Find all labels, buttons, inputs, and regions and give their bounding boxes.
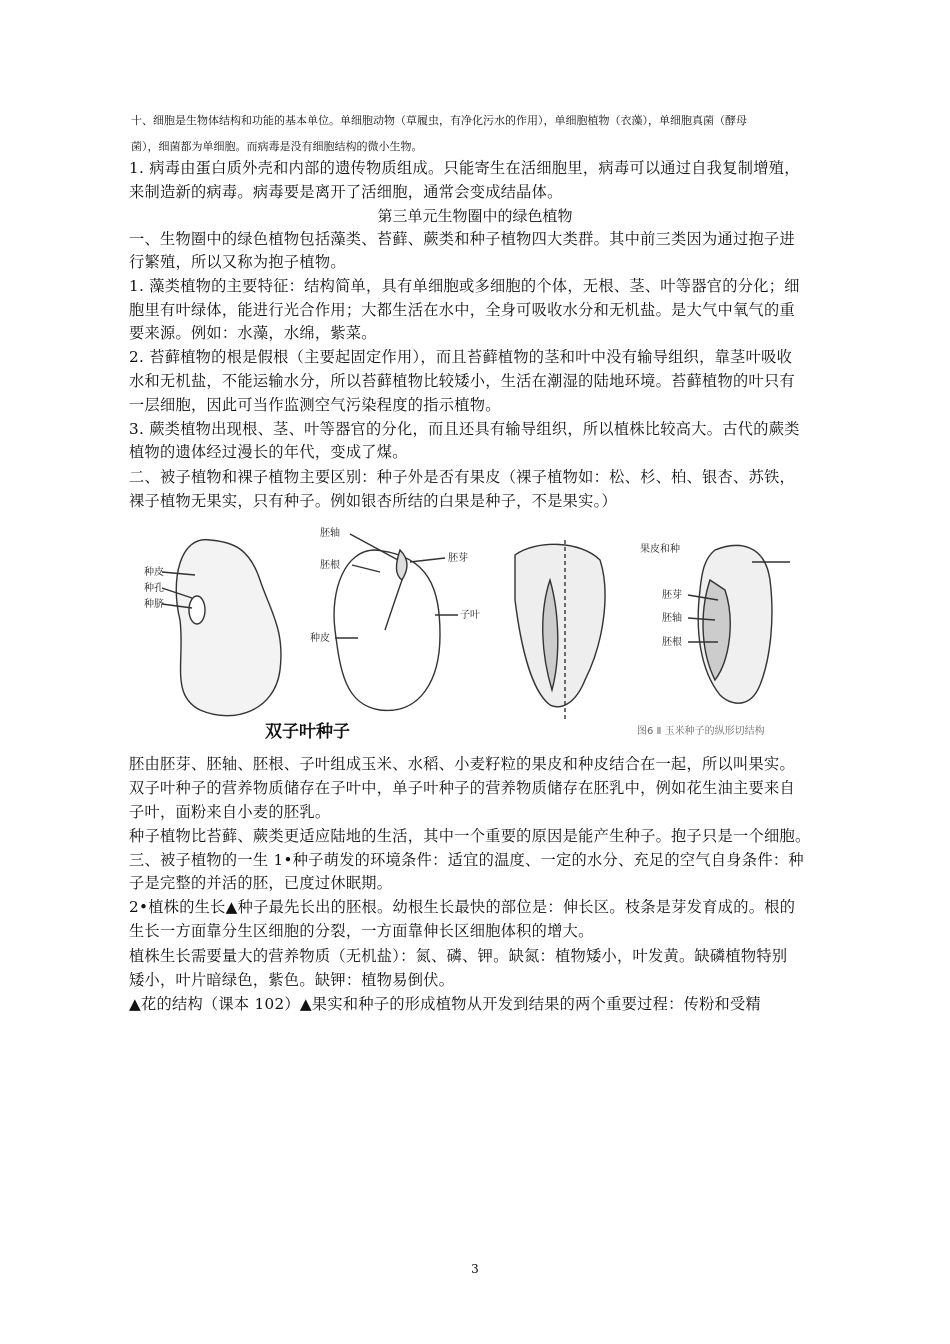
text-line: 一层细胞，因此可当作监测空气污染程度的指示植物。: [129, 396, 501, 414]
text-line: 子是完整的并活的胚，已度过休眠期。: [129, 874, 393, 892]
text-line: 种子植物比苔藓、蕨类更适应陆地的生活，其中一个重要的原因是能产生种子。抱子只是一个细胞。: [129, 827, 811, 845]
label-pericarp: 果皮和种: [640, 544, 680, 555]
text-line: 十、细胞是生物体结构和功能的基本单位。单细胞动物（草履虫，有净化污水的作用），单细胞植物（衣藻），单细胞真菌（酵母: [131, 114, 747, 127]
figure-caption-corn: 图6 Ⅱ 玉米种子的纵形切结构: [637, 726, 765, 737]
label-micropyle: 种孔: [144, 583, 164, 594]
text-line: 2•植株的生长▲种子最先长出的胚根。幼根生长最快的部位是：伸长区。枝条是芽发育成的。根的: [129, 898, 796, 916]
text-line: 三、被子植物的一生 1•种子萌发的环境条件：适宜的温度、一定的水分、充足的空气自身条件：种: [129, 851, 804, 869]
text-line: 胚由胚芽、胚轴、胚根、子叶组成玉米、水稻、小麦籽粒的果皮和种皮结合在一起，所以叫果实。: [129, 755, 795, 773]
text-line: 裸子植物无果实，只有种子。例如银杏所结的白果是种子，不是果实。）: [129, 492, 617, 510]
label-plumule: 胚芽: [448, 553, 468, 564]
text-line: 子叶，面粉来自小麦的胚乳。: [129, 803, 331, 821]
text-line: 2. 苔藓植物的根是假根（主要起固定作用），而且苔藓植物的茎和叶中没有输导组织，靠茎叶吸收: [129, 348, 793, 366]
text-line: ▲花的结构（课本 102）▲果实和种子的形成植物从开发到结果的两个重要过程：传粉和受精: [129, 995, 762, 1013]
label-seed-coat-inner: 种皮: [310, 633, 330, 644]
label-seed-coat: 种皮: [144, 567, 164, 578]
label-corn-plumule: 胚芽: [662, 590, 682, 601]
label-corn-axis: 胚轴: [662, 613, 682, 624]
page-number: 3: [471, 1262, 479, 1276]
text-line: 矮小，叶片暗绿色，紫色。缺钾：植物易倒伏。: [129, 971, 455, 989]
text-line: 植株生长需要量大的营养物质（无机盐）：氮、磷、钾。缺氮：植物矮小，叶发黄。缺磷植物特别: [129, 947, 788, 965]
text-line: 要来源。例如：水藻，水绵，紫菜。: [129, 324, 377, 342]
label-cotyledon: 子叶: [460, 610, 480, 621]
text-line: 行繁殖，所以又称为抱子植物。: [129, 253, 346, 271]
text-line: 菌），细菌都为单细胞。而病毒是没有细胞结构的微小生物。: [131, 140, 423, 153]
text-line: 一、生物圈中的绿色植物包括藻类、苔藓、蕨类和种子植物四大类群。其中前三类因为通过抱子进: [129, 230, 795, 248]
label-radicle: 胚根: [320, 560, 340, 571]
text-line: 植物的遗体经过漫长的年代，变成了煤。: [129, 443, 408, 461]
text-line: 胞里有叶绿体，能进行光合作用；大都生活在水中，全身可吸收水分和无机盐。是大气中氧气的重: [129, 301, 795, 319]
label-hilum: 种脐: [144, 599, 164, 610]
figure-caption-dicot: 双子叶种子: [265, 722, 350, 742]
label-corn-radicle: 胚根: [662, 637, 682, 648]
text-line: 生长一方面靠分生区细胞的分裂，一方面靠伸长区细胞体积的增大。: [129, 922, 594, 940]
text-line: 来制造新的病毒。病毒要是离开了活细胞，通常会变成结晶体。: [129, 183, 563, 201]
seed-structure-figure: [140, 520, 840, 735]
text-line: 1. 藻类植物的主要特征：结构简单，具有单细胞或多细胞的个体，无根、茎、叶等器官的分化；细: [129, 277, 800, 295]
text-line: 水和无机盐，不能运输水分，所以苔藓植物比较矮小，生活在潮湿的陆地环境。苔藓植物的叶只有: [129, 372, 795, 390]
text-line: 二、被子植物和裸子植物主要区别：种子外是否有果皮（裸子植物如：松、杉、柏、银杏、苏铁，: [129, 468, 795, 486]
text-line: 3. 蕨类植物出现根、茎、叶等器官的分化，而且还具有输导组织，所以植株比较高大。古代的蕨类: [129, 420, 800, 438]
text-line: 双子叶种子的营养物质储存在子叶中，单子叶种子的营养物质储存在胚乳中，例如花生油主要来自: [129, 779, 795, 797]
label-embryo-axis: 胚轴: [320, 528, 340, 539]
section-heading: 第三单元生物圈中的绿色植物: [377, 207, 573, 225]
text-line: 1. 病毒由蛋白质外壳和内部的遗传物质组成。只能寄生在活细胞里，病毒可以通过自我复制增殖，: [129, 159, 800, 177]
